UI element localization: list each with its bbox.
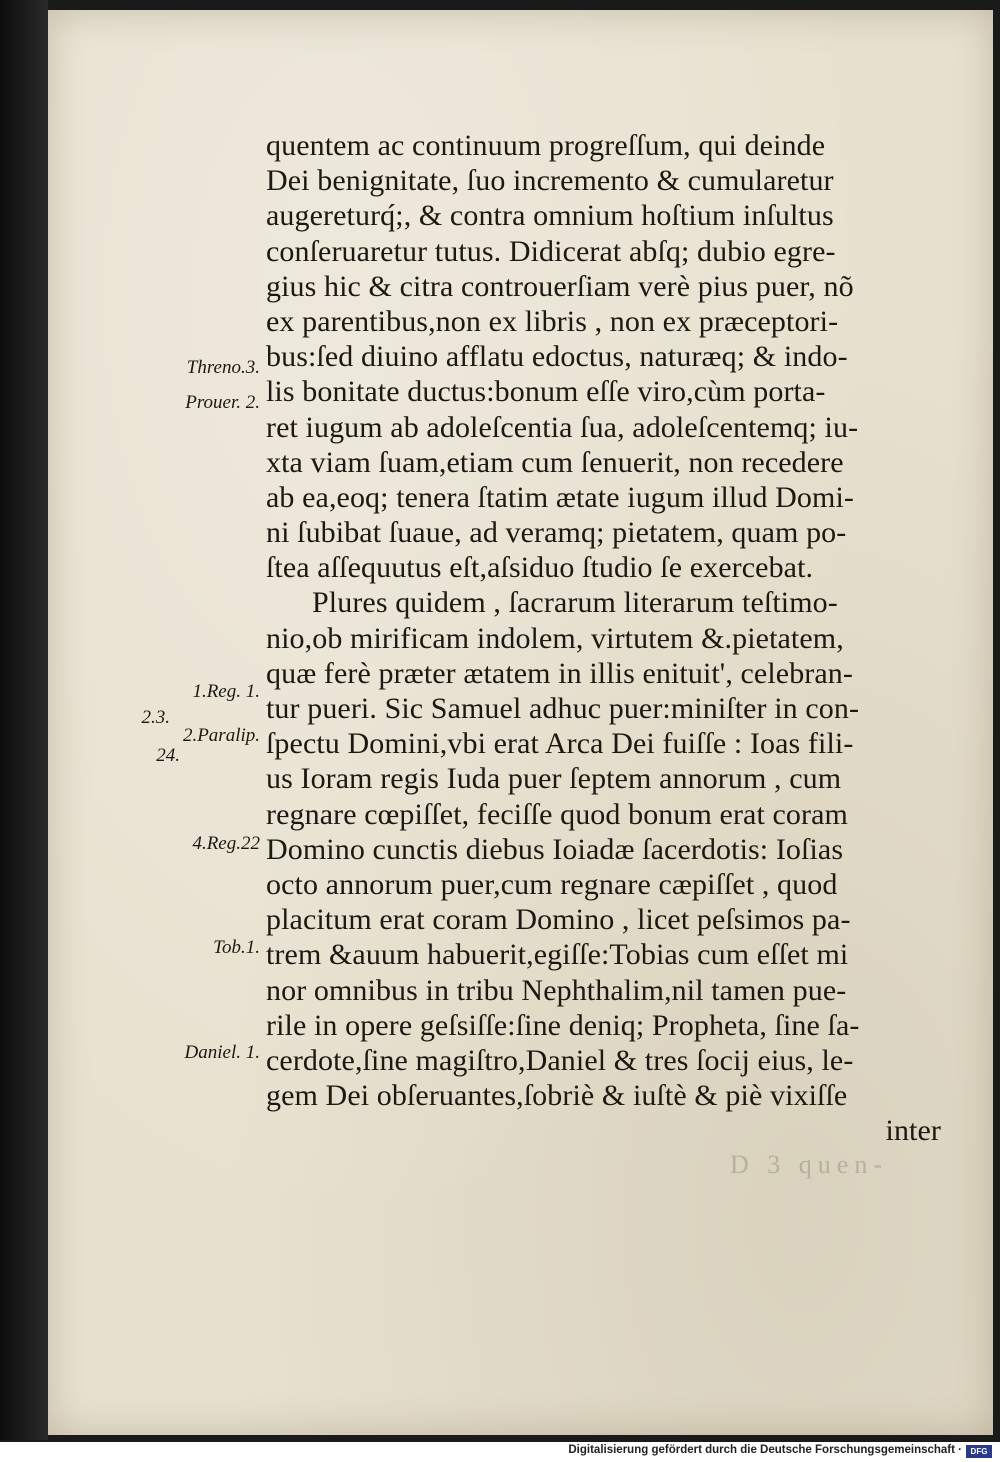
margin-note-paralip-num: 24. — [156, 745, 180, 766]
text-line: rile in opere geſsiſſe:ſine deniq; Propheta, ſine ſa- — [266, 1008, 860, 1042]
text-line: tur pueri. Sic Samuel adhuc puer:miniſter in con- — [266, 692, 860, 725]
margin-note-threno: Threno.3. — [186, 357, 260, 378]
text-line: xta viam ſuam,etiam cum ſenuerit, non recedere — [266, 445, 844, 479]
main-text-block — [266, 128, 941, 1148]
text-line: Domino cunctis diebus Ioiadæ ſacerdotis: Ioſias — [266, 832, 844, 866]
text-line: regnare cœpiſſet, feciſſe quod bonum erat coram — [266, 797, 848, 831]
text-line: us Ioram regis Iuda puer ſeptem annorum , cum — [266, 762, 842, 796]
text-line: lis bonitate ductus:bonum eſſe viro,cùm porta- — [266, 375, 826, 409]
footer-credit: Digitalisierung gefördert durch die Deutsche Forschungsgemeinschaft · — [568, 1444, 962, 1456]
text-line: conſeruaretur tutus. Didicerat abſq; dubio egre- — [266, 234, 836, 268]
text-line: Plures quidem , ſacrarum literarum teſtimo- — [312, 586, 838, 620]
margin-note-tob: Tob.1. — [213, 937, 260, 958]
bleed-through-text: D 3 quen- — [730, 1150, 888, 1179]
text-line: gius hic & citra controuerſiam verè pius puer, nõ — [266, 269, 854, 303]
margin-note-daniel: Daniel. 1. — [184, 1042, 260, 1063]
text-line: augereturq́;, & contra omnium hoſtium inſultus — [266, 199, 834, 233]
margin-note-reg1: 1.Reg. 1. — [192, 681, 260, 702]
catchword: inter — [885, 1114, 941, 1148]
text-line: nor omnibus in tribu Nephthalim,nil tamen pue- — [266, 973, 847, 1007]
text-line: nio,ob mirificam indolem, virtutem &.pietatem, — [266, 621, 844, 655]
margin-note-paralip: 2.Paralip. — [182, 725, 260, 746]
text-line: bus:ſed diuino afflatu edoctus, naturæq; & indo- — [266, 340, 848, 374]
text-line: ret iugum ab adoleſcentia ſua, adoleſcentemq; iu- — [266, 410, 859, 444]
text-line: placitum erat coram Domino , licet peſsimos pa- — [266, 903, 851, 937]
text-line: Dei benignitate, ſuo incremento & cumularetur — [266, 164, 834, 198]
scan-shadow-left — [0, 0, 48, 1440]
dfg-logo-icon: DFG — [966, 1445, 992, 1458]
text-line: ſtea aſſequutus eſt,aſsiduo ſtudio ſe exercebat. — [266, 551, 814, 585]
margin-note-prouer: Prouer. 2. — [185, 392, 260, 413]
text-line: quæ ferè præter ætatem in illis enituit', celebran- — [266, 656, 853, 690]
text-line: quentem ac continuum progreſſum, qui deinde — [266, 129, 826, 162]
digitization-footer — [0, 1442, 1000, 1462]
text-line: ni ſubibat ſuaue, ad veramq; pietatem, quam po- — [266, 516, 847, 550]
text-line: gem Dei obſeruantes,ſobriè & iuſtè & piè vixiſſe — [266, 1079, 848, 1113]
text-line: octo annorum puer,cum regnare cæpiſſet , quod — [266, 867, 838, 901]
margin-note-reg4: 4.Reg.22 — [192, 833, 260, 854]
text-line: ex parentibus,non ex libris , non ex præceptori- — [266, 304, 839, 338]
text-line: trem &auum habuerit,egiſſe:Tobias cum eſſet mi — [266, 938, 849, 972]
text-line: ſpectu Domini,vbi erat Arca Dei fuiſſe : Ioas fili- — [266, 727, 854, 761]
text-line: cerdote,ſine magiſtro,Daniel & tres ſocij eius, le- — [266, 1043, 854, 1077]
margin-note-reg1b: 2.3. — [141, 707, 170, 728]
text-line: ab ea,eoq; tenera ſtatim ætate iugum illud Domi- — [266, 480, 854, 514]
